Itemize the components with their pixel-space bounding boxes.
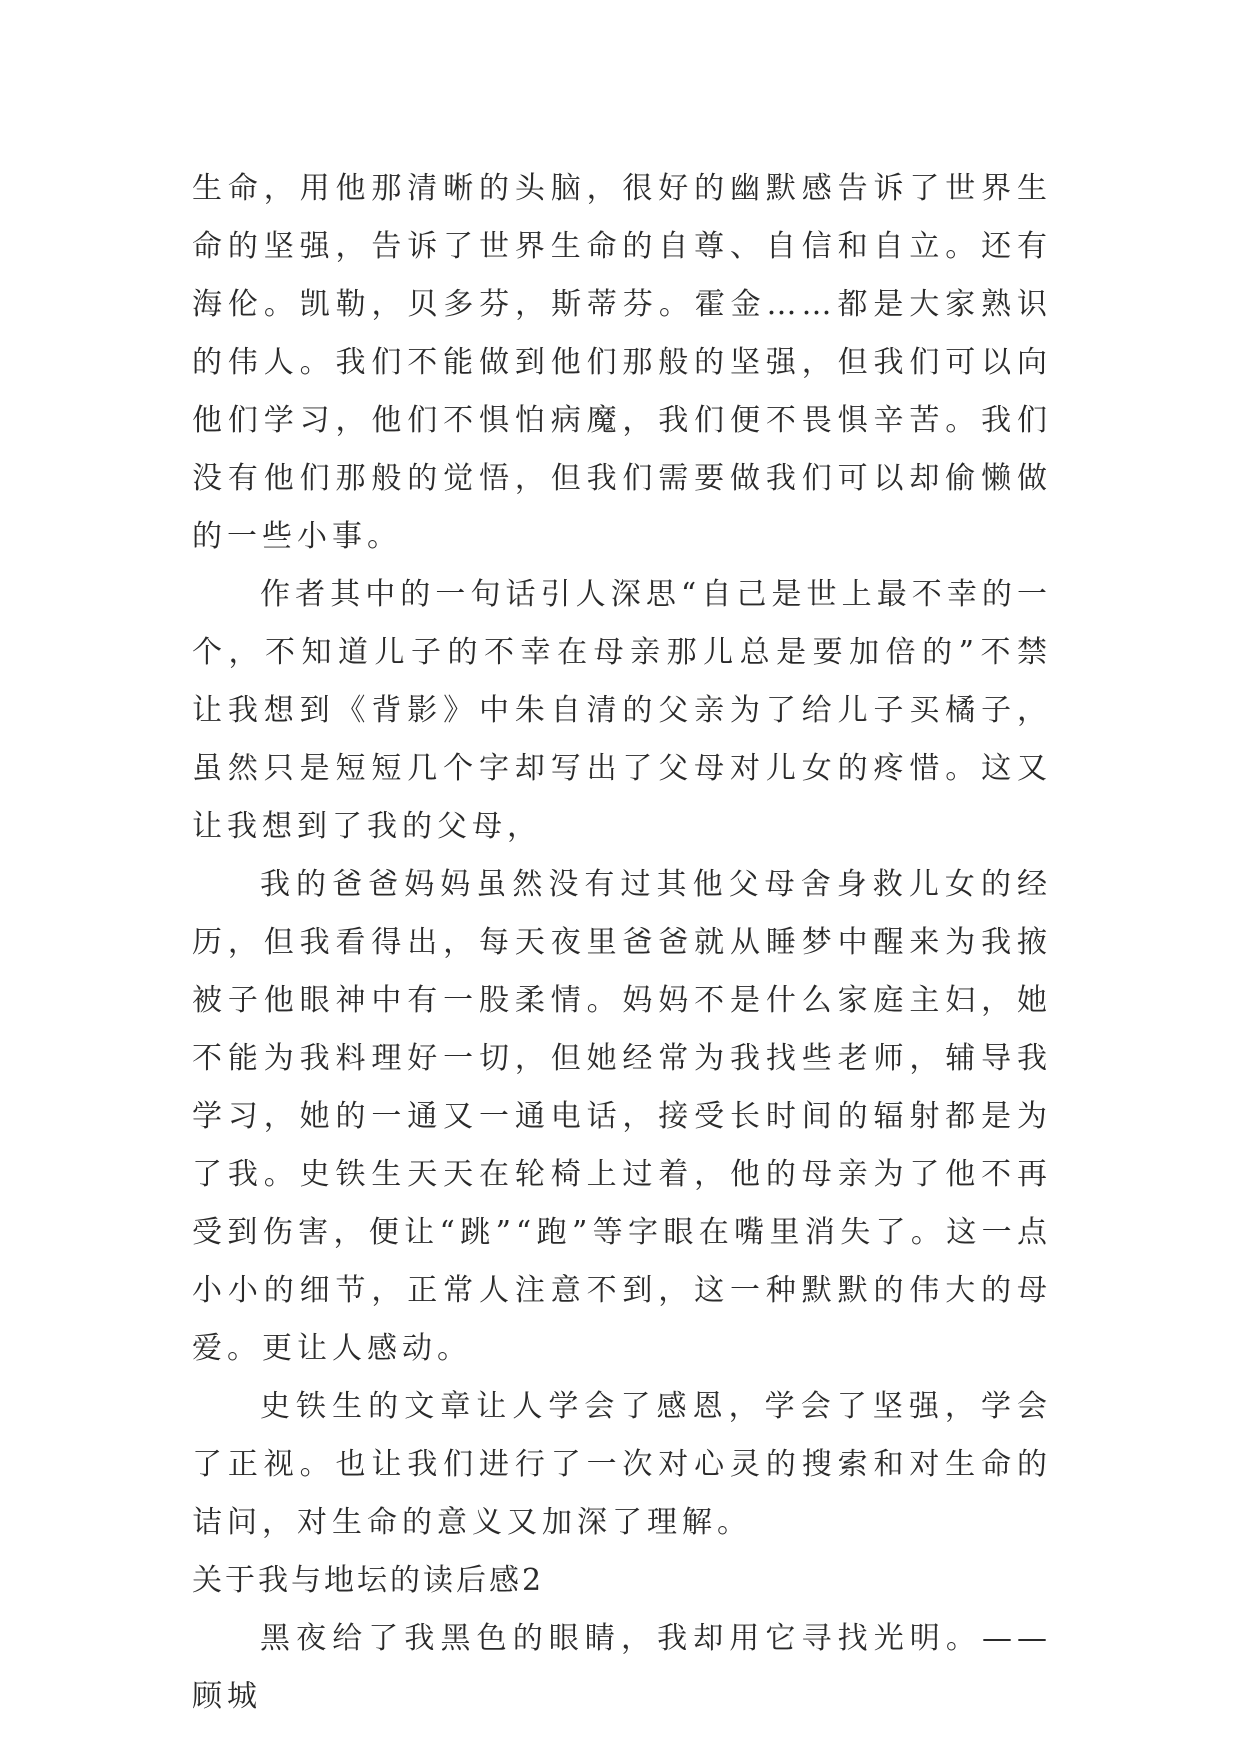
paragraph-4: 史铁生的文章让人学会了感恩，学会了坚强，学会了正视。也让我们进行了一次对心灵的搜索和对生命的诘问，对生命的意义又加深了理解。 xyxy=(192,1389,1052,1540)
paragraph-1: 生命，用他那清晰的头脑，很好的幽默感告诉了世界生命的坚强，告诉了世界生命的自尊、自信和自立。还有海伦。凯勒，贝多芬，斯蒂芬。霍金……都是大家熟识的伟人。我们不能做到他们那般的坚强，但我们可以向他们学习，他们不惧怕病魔，我们便不畏惧辛苦。我们没有他们那般的觉悟，但我们需要做我们可以却偷懒做的一些小事。 xyxy=(192,171,1052,554)
paragraph-5: 黑夜给了我黑色的眼睛，我却用它寻找光明。——顾城 xyxy=(192,1621,1052,1714)
section-heading: 关于我与地坛的读后感2 xyxy=(192,1563,545,1598)
paragraph-3: 我的爸爸妈妈虽然没有过其他父母舍身救儿女的经历，但我看得出，每天夜里爸爸就从睡梦中醒来为我掖被子他眼神中有一股柔情。妈妈不是什么家庭主妇，她不能为我料理好一切，但她经常为我找些老师，辅导我学习，她的一通又一通电话，接受长时间的辐射都是为了我。史铁生天天在轮椅上过着，他的母亲为了他不再受到伤害，便让“跳”“跑”等字眼在嘴里消失了。这一点小小的细节，正常人注意不到，这一种默默的伟大的母爱。更让人感动。 xyxy=(192,867,1052,1366)
paragraph-2: 作者其中的一句话引人深思“自己是世上最不幸的一个，不知道儿子的不幸在母亲那儿总是要加倍的”不禁让我想到《背影》中朱自清的父亲为了给儿子买橘子，虽然只是短短几个字却写出了父母对儿女的疼惜。这又让我想到了我的父母， xyxy=(192,577,1052,844)
document-body xyxy=(192,160,1052,1726)
